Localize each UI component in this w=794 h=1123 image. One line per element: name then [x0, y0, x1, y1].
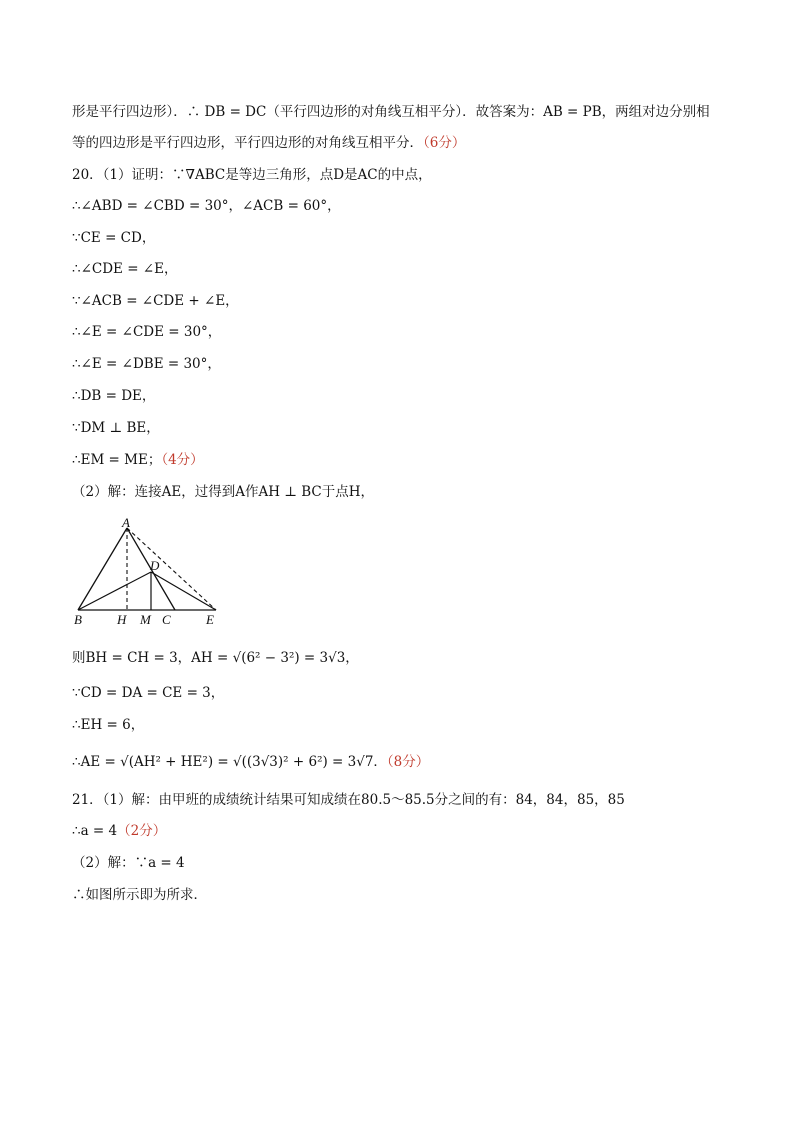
label-c: C — [162, 612, 171, 627]
text-line: ∴∠E = ∠CDE = 30°， — [72, 324, 222, 340]
text-line: ∴如图所示即为所求． — [72, 887, 207, 903]
text-line: （2）解：连接AE，过得到A作AH ⊥ BC于点H， — [72, 484, 375, 500]
label-h: H — [117, 612, 127, 627]
text-line: 形是平行四边形）．∴ DB = DC（平行四边形的对角线互相平分）．故答案为：AB = PB，两组对边分别相 — [72, 104, 710, 120]
label-e: E — [206, 612, 214, 627]
text-line: 20．（1）证明：∵∇ABC是等边三角形，点D是AC的中点， — [72, 167, 432, 183]
text-line: 则BH = CH = 3，AH = √(6² − 3²) = 3√3， — [72, 650, 359, 666]
text-line: 21．（1）解：由甲班的成绩统计结果可知成绩在80.5～85.5分之间的有：84，84，85，85 — [72, 792, 625, 808]
text-line: ∴a = 4（2分） — [72, 823, 167, 839]
text-line: ∴DB = DE， — [72, 388, 156, 404]
segment-ae-dashed — [127, 528, 216, 610]
text-line: ∵CE = CD， — [72, 230, 156, 246]
label-m: M — [140, 612, 151, 627]
text-line: ∴∠CDE = ∠E， — [72, 261, 178, 277]
text-line: ∴AE = √(AH² + HE²) = √((3√3)² + 6²) = 3√7．（8分） — [72, 754, 430, 770]
text-line: ∴EM = ME；（4分） — [72, 452, 204, 468]
text-line: ∴EH = 6， — [72, 717, 145, 733]
text-line: ∵∠ACB = ∠CDE + ∠E， — [72, 293, 239, 309]
label-d: D — [150, 558, 160, 573]
text-line: ∵DM ⊥ BE， — [72, 420, 160, 436]
text-line: ∴∠ABD = ∠CBD = 30°，∠ACB = 60°， — [72, 198, 341, 214]
segment-de — [151, 572, 216, 610]
text-line: ∵CD = DA = CE = 3， — [72, 685, 225, 701]
text-line: 等的四边形是平行四边形，平行四边形的对角线互相平分．（6分） — [72, 135, 466, 151]
label-a: A — [122, 516, 130, 530]
text-line: （2）解：∵a = 4 — [72, 855, 185, 871]
text-line: ∴∠E = ∠DBE = 30°， — [72, 356, 221, 372]
triangle-figure — [70, 516, 230, 628]
label-b: B — [74, 612, 82, 627]
